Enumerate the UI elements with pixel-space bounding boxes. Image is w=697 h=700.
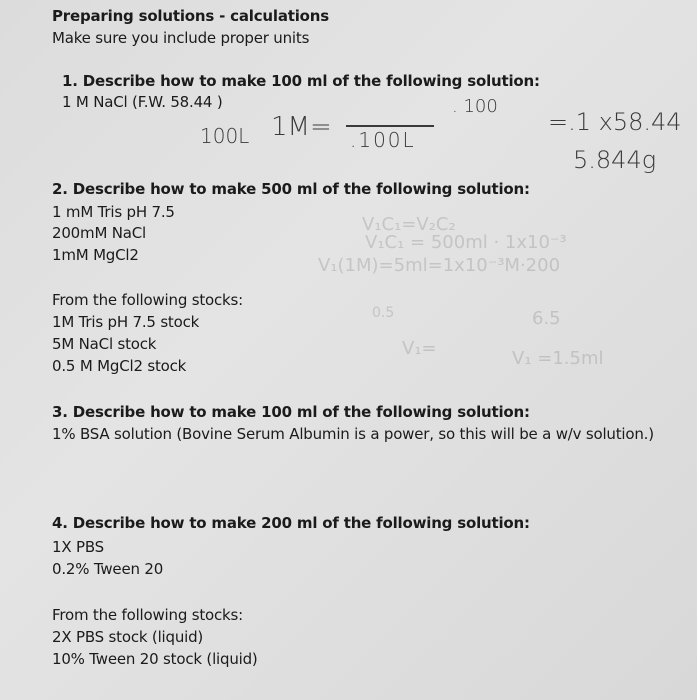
question-2-item: 1mM MgCl2	[52, 246, 139, 264]
erased-mark: V₁=	[402, 338, 437, 359]
question-4-item: 0.2% Tween 20	[52, 560, 164, 578]
question-2-stock: 1M Tris pH 7.5 stock	[52, 313, 200, 331]
question-2-stock: 5M NaCl stock	[52, 335, 157, 353]
handwritten-times: . 100	[452, 96, 498, 117]
handwritten-fraction-bar	[346, 125, 434, 127]
question-4-prompt: 4. Describe how to make 200 ml of the following solution:	[52, 514, 530, 532]
question-2-item: 200mM NaCl	[52, 224, 147, 242]
page-title: Preparing solutions - calculations	[52, 7, 329, 25]
handwritten-denominator: .100L	[350, 128, 416, 152]
question-3-prompt: 3. Describe how to make 100 ml of the following solution:	[52, 403, 530, 421]
question-4-item: 1X PBS	[52, 538, 104, 556]
erased-mark: 6.5	[532, 308, 561, 329]
question-2-stock: 0.5 M MgCl2 stock	[52, 357, 187, 375]
question-4-stock: 10% Tween 20 stock (liquid)	[52, 650, 258, 668]
handwritten-result-line1: =.1 x58.44	[548, 108, 682, 136]
handwritten-molarity: 1M=	[271, 112, 332, 142]
erased-mark: V₁ =1.5ml	[512, 348, 604, 369]
question-4-stock: 2X PBS stock (liquid)	[52, 628, 204, 646]
question-1-solution: 1 M NaCl (F.W. 58.44 )	[62, 93, 223, 111]
handwritten-result-line2: 5.844g	[573, 146, 657, 174]
erased-mark: V₁(1M)=5ml=1x10⁻³M·200	[318, 255, 561, 276]
erased-mark: V₁C₁=V₂C₂	[362, 214, 456, 235]
question-2-stocks-heading: From the following stocks:	[52, 291, 243, 309]
erased-mark: V₁C₁ = 500ml · 1x10⁻³	[365, 232, 567, 253]
question-2-item: 1 mM Tris pH 7.5	[52, 203, 175, 221]
erased-mark: 0.5	[372, 305, 395, 321]
question-2-prompt: 2. Describe how to make 500 ml of the following solution:	[52, 180, 530, 198]
page-subtitle: Make sure you include proper units	[52, 29, 310, 47]
question-1-prompt: 1. Describe how to make 100 ml of the following solution:	[62, 72, 540, 90]
question-4-stocks-heading: From the following stocks:	[52, 606, 243, 624]
handwritten-volume: 100L	[200, 124, 250, 148]
question-3-solution: 1% BSA solution (Bovine Serum Albumin is a power, so this will be a w/v solution.)	[52, 425, 654, 443]
